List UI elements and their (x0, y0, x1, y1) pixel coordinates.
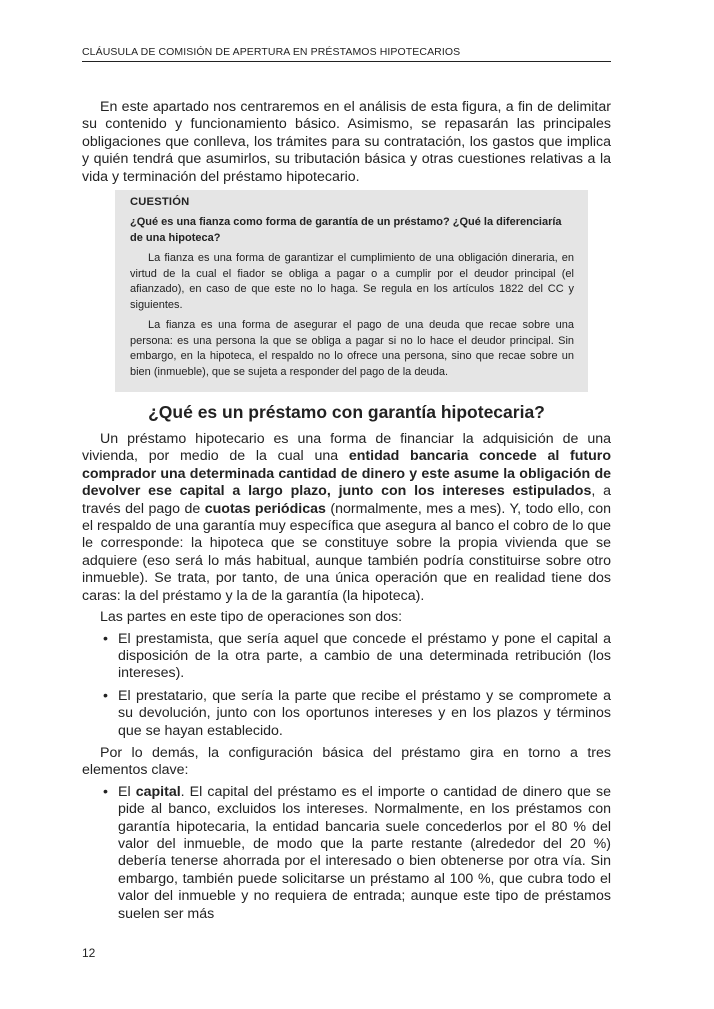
elements-intro-paragraph: Por lo demás, la configuración básica del préstamo gira en torno a tres elementos clave: (82, 744, 611, 779)
list-item-term: capital (135, 783, 181, 800)
section-title: ¿Qué es un préstamo con garantía hipotecaria? (148, 402, 545, 423)
bullet-icon: • (103, 783, 108, 800)
answer-paragraph-1: La fianza es una forma de garantizar el cumplimiento de una obligación dineraria, en virtud de la cual el fiador se obliga a pagar o a cumplir por el deudor principal (el afianzado), en caso de que este no lo haga. Se regula en los artículos 1822 del CC y siguientes. (130, 252, 574, 311)
list-item (103, 687, 611, 740)
list-item (103, 783, 612, 923)
list-item-text: . El capital del préstamo es el importe o cantidad de dinero que se pide al banco, excluidos los intereses. Normalmente, en los préstamos con garantía hipotecaria, la entidad bancaria suele concederlos por el 80 % del valor del inmueble, de modo que la parte restante (alrededor del 20 %) debería tenerse ahorrada por el interesado o bien obtenerse por otra vía. Sin embargo, también puede solicitarse un préstamo al 100 %, que cubra todo el valor del inmueble y no requiera de entrada; aunque este tipo de préstamos suelen ser más (118, 783, 612, 922)
page-number: 12 (82, 946, 96, 960)
running-header: CLÁUSULA DE COMISIÓN DE APERTURA EN PRÉSTAMOS HIPOTECARIOS (82, 46, 611, 62)
question-box (115, 190, 588, 392)
definition-bold-1: entidad bancaria concede al futuro comprador una determinada cantidad de dinero y este asume la obligación de devolver ese capital a largo plazo, junto con los intereses estipulados (82, 448, 611, 500)
list-item-pre: El (118, 783, 136, 800)
question-box-label: CUESTIÓN (130, 196, 190, 209)
definition-bold-2: cuotas periódicas (204, 500, 326, 517)
page-content (82, 99, 611, 928)
question-text: ¿Qué es una fianza como forma de garantía de un préstamo? ¿Qué la diferenciaría de una hipoteca? (130, 216, 562, 244)
list-item-text: El prestamista, que sería aquel que concede el préstamo y pone el capital a disposición de la otra parte, a cambio de una determinada retribución (los intereses). (118, 630, 611, 682)
elements-list (82, 784, 611, 923)
parties-list (82, 631, 611, 740)
answer-paragraph-2: La fianza es una forma de asegurar el pago de una deuda que recae sobre una persona: es una persona la que se obliga a pagar si no lo hace el deudor principal. Sin embargo, en la hipoteca, el respaldo no lo ofrece una persona, sino que recae sobre un bien (inmueble), que se sujeta a responder del pago de la deuda. (130, 319, 574, 378)
definition-paragraph (82, 431, 611, 605)
intro-paragraph: En este apartado nos centraremos en el análisis de esta figura, a fin de delimitar su contenido y funcionamiento básico. Asimismo, se repasarán las principales obligaciones que conlleva, los trámites para su contratación, los gastos que implica y quién tendrá que asumirlos, su tributación básica y otras cuestiones relativas a la vida y terminación del préstamo hipotecario. (82, 99, 611, 185)
bullet-icon: • (103, 687, 108, 704)
definition-text-d: (normalmente, mes a mes). Y, todo ello, con el respaldo de una garantía muy específica que asegura al banco el cobro de lo que le corresponde: la hipoteca que se constituye sobre la propia vivienda que se adquiere (eso será lo más habitual, aunque también podría constituirse sobre otro inmueble). Se trata, por tanto, de una única operación que en realidad tiene dos caras: la del préstamo y la de la garantía (la hipoteca). (82, 500, 611, 604)
list-item (103, 630, 611, 683)
list-item-text: El prestatario, que sería la parte que recibe el préstamo y se compromete a su devolución, junto con los oportunos intereses y en los plazos y términos que se hayan establecido. (118, 687, 611, 739)
definition-text-c: , a través del pago de (82, 483, 611, 517)
definition-text-a: Un préstamo hipotecario es una forma de financiar la adquisición de una vivienda, por medio de la cual una (82, 431, 611, 465)
parties-intro-paragraph: Las partes en este tipo de operaciones son dos: (100, 609, 403, 626)
bullet-icon: • (103, 630, 108, 647)
